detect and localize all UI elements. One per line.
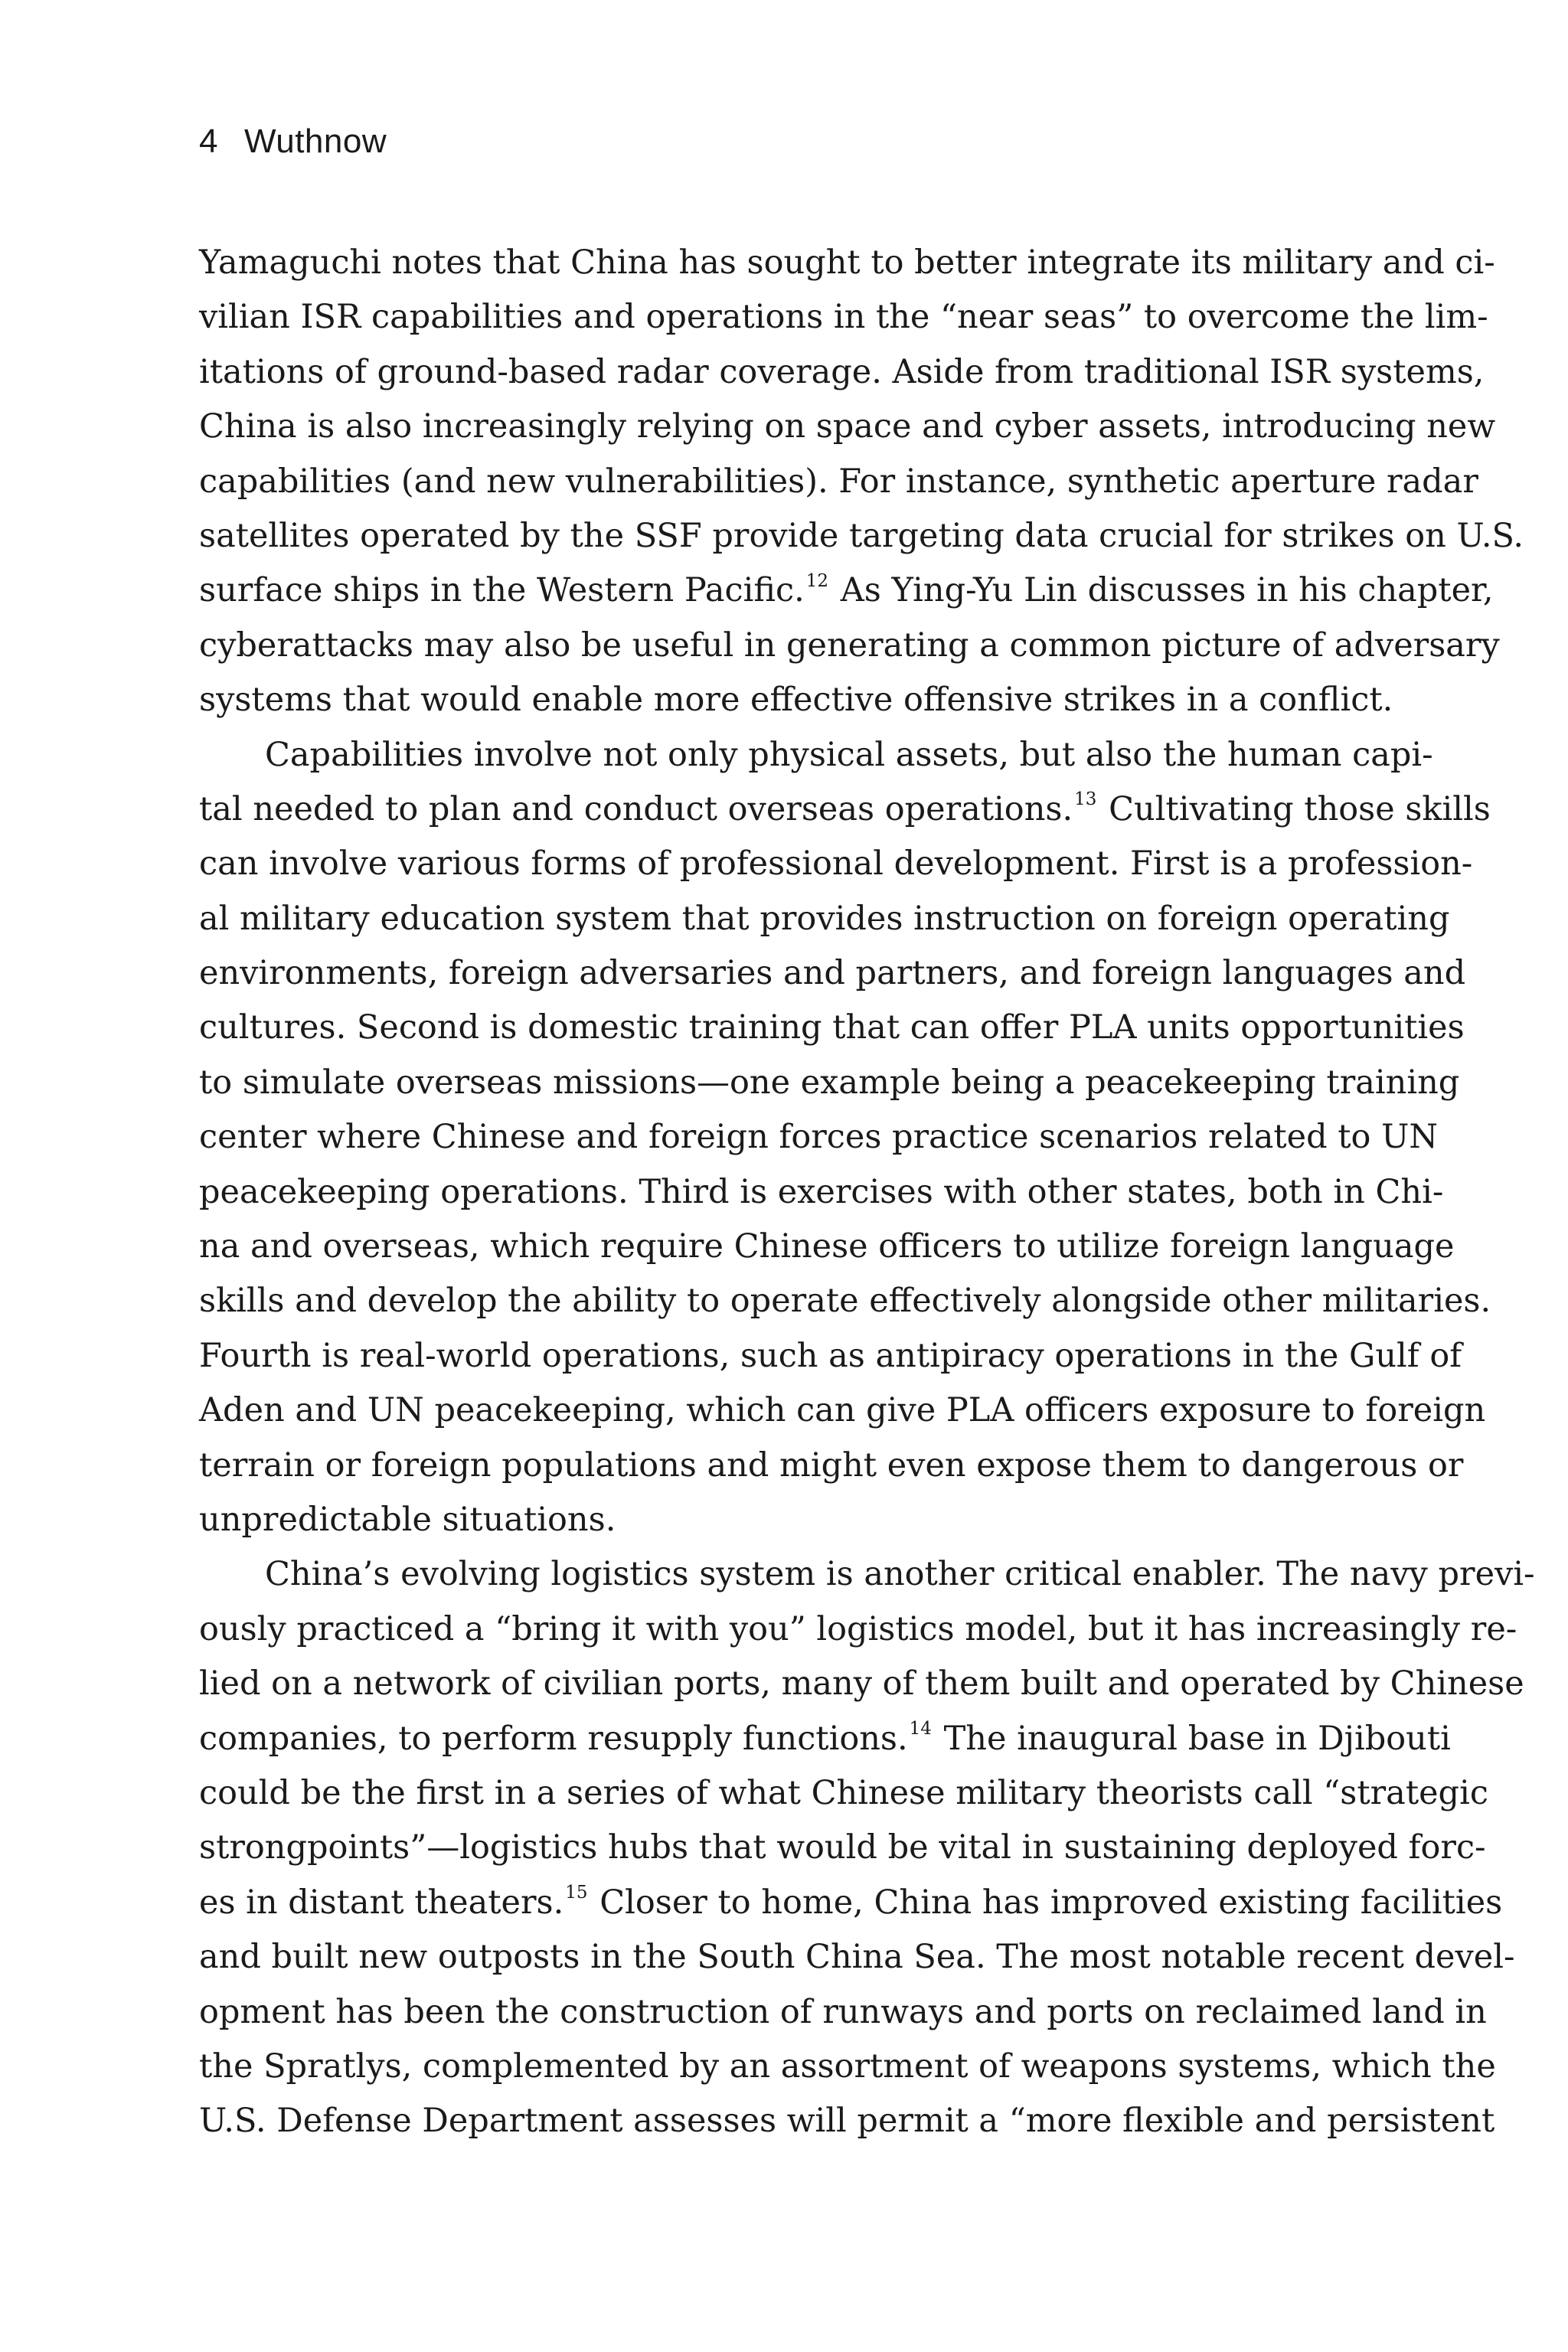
paragraph [199,1547,1535,2148]
text-segment: strongpoints”—logistics hubs that would be vital in sustaining deployed forc- [199,1828,1486,1867]
text-segment: companies, to perform resupply functions. [199,1719,908,1758]
text-segment: Closer to home, China has improved existing facilities [589,1883,1503,1922]
paragraph [199,728,1491,1548]
text-segment: cultures. Second is domestic training that can offer PLA units opportunities [199,1008,1465,1047]
text-line [199,509,1524,564]
text-line [199,1985,1487,2040]
text-segment: skills and develop the ability to operate effectively alongside other militaries. [199,1282,1491,1321]
text-line [199,1657,1524,1711]
text-segment: environments, foreign adversaries and partners, and foreign languages and [199,954,1466,993]
text-line [199,1766,1488,1821]
text-line [199,455,1478,509]
text-segment: surface ships in the Western Pacific. [199,571,805,610]
text-segment: China is also increasingly relying on space and cyber assets, introducing new [199,407,1496,446]
text-segment: unpredictable situations. [199,1500,616,1539]
page-number: 4 [199,122,218,160]
text-segment: Cultivating those skills [1098,789,1491,828]
text-segment: opment has been the construction of runways and ports on reclaimed land in [199,1992,1487,2031]
text-segment: capabilities (and new vulnerabilities). For instance, synthetic aperture radar [199,462,1478,501]
text-line [199,2040,1496,2094]
text-segment: the Spratlys, complemented by an assortment of weapons systems, which the [199,2047,1496,2086]
text-segment: systems that would enable more effective offensive strikes in a conflict. [199,681,1393,720]
text-segment: terrain or foreign populations and might even expose them to dangerous or [199,1446,1464,1485]
text-segment: peacekeeping operations. Third is exercises with other states, both in Chi- [199,1172,1444,1211]
running-head [199,122,387,161]
text-line [199,236,1495,290]
text-line [199,1930,1515,1984]
text-line [199,1274,1491,1328]
text-segment: tal needed to plan and conduct overseas operations. [199,789,1073,828]
text-segment: As Ying-Yu Lin discusses in his chapter, [830,571,1494,610]
footnote-reference[interactable]: 14 [909,1719,932,1739]
text-line [199,892,1450,946]
text-segment: es in distant theaters. [199,1883,564,1922]
text-line [199,1821,1486,1875]
text-segment: Aden and UN peacekeeping, which can give PLA officers exposure to foreign [199,1391,1486,1430]
text-line [199,1165,1444,1220]
footnote-reference[interactable]: 15 [565,1883,588,1903]
text-line [199,1876,1503,1930]
text-line [199,1329,1462,1383]
text-line [199,290,1488,345]
footnote-reference[interactable]: 13 [1074,789,1097,810]
text-segment: to simulate overseas missions—one example being a peacekeeping training [199,1063,1460,1102]
text-line [199,2094,1495,2148]
text-segment: al military education system that provides instruction on foreign operating [199,899,1450,938]
text-segment: Yamaguchi notes that China has sought to better integrate its military and ci- [199,243,1495,282]
text-line [199,1602,1517,1657]
text-segment: center where Chinese and foreign forces practice scenarios related to UN [199,1118,1438,1157]
text-segment: and built new outposts in the South China Sea. The most notable recent devel- [199,1938,1515,1977]
text-line [199,1056,1460,1110]
text-line [199,728,1433,782]
text-line [199,1439,1464,1493]
text-segment: Capabilities involve not only physical assets, but also the human capi- [265,735,1433,774]
text-line [199,946,1466,1001]
text-segment: Fourth is real-world operations, such as antipiracy operations in the Gulf of [199,1336,1462,1375]
text-line [199,1547,1535,1602]
text-line [199,1712,1451,1766]
text-line [199,619,1500,673]
text-segment: can involve various forms of professional development. First is a profession- [199,844,1473,884]
text-segment: vilian ISR capabilities and operations in the “near seas” to overcome the lim- [199,298,1488,337]
text-line [199,1493,1401,1547]
text-line [199,673,1401,727]
text-segment: itations of ground-based radar coverage. Aside from traditional ISR systems, [199,352,1485,391]
text-line [199,837,1473,891]
text-segment: cyberattacks may also be useful in generating a common picture of adversary [199,626,1500,665]
text-line [199,564,1494,618]
text-line [199,1110,1438,1165]
text-segment: China’s evolving logistics system is another critical enabler. The navy previ- [265,1555,1535,1594]
text-segment: satellites operated by the SSF provide targeting data crucial for strikes on U.S. [199,516,1524,555]
text-segment: na and overseas, which require Chinese officers to utilize foreign language [199,1227,1455,1266]
text-line [199,400,1496,454]
footnote-reference[interactable]: 12 [805,570,829,591]
body-text [199,236,1535,2149]
text-line [199,782,1491,837]
text-segment: ously practiced a “bring it with you” logistics model, but it has increasingly re- [199,1609,1517,1648]
running-head-author: Wuthnow [243,122,387,160]
text-segment: lied on a network of civilian ports, many of them built and operated by Chinese [199,1664,1524,1704]
text-line [199,1220,1455,1274]
text-line [199,1001,1465,1055]
text-segment: could be the first in a series of what Chinese military theorists call “strategic [199,1773,1488,1812]
paragraph [199,236,1524,728]
text-line [199,345,1485,400]
text-segment: The inaugural base in Djibouti [933,1719,1451,1758]
text-segment: U.S. Defense Department assesses will permit a “more flexible and persistent [199,2102,1495,2141]
text-line [199,1383,1486,1438]
